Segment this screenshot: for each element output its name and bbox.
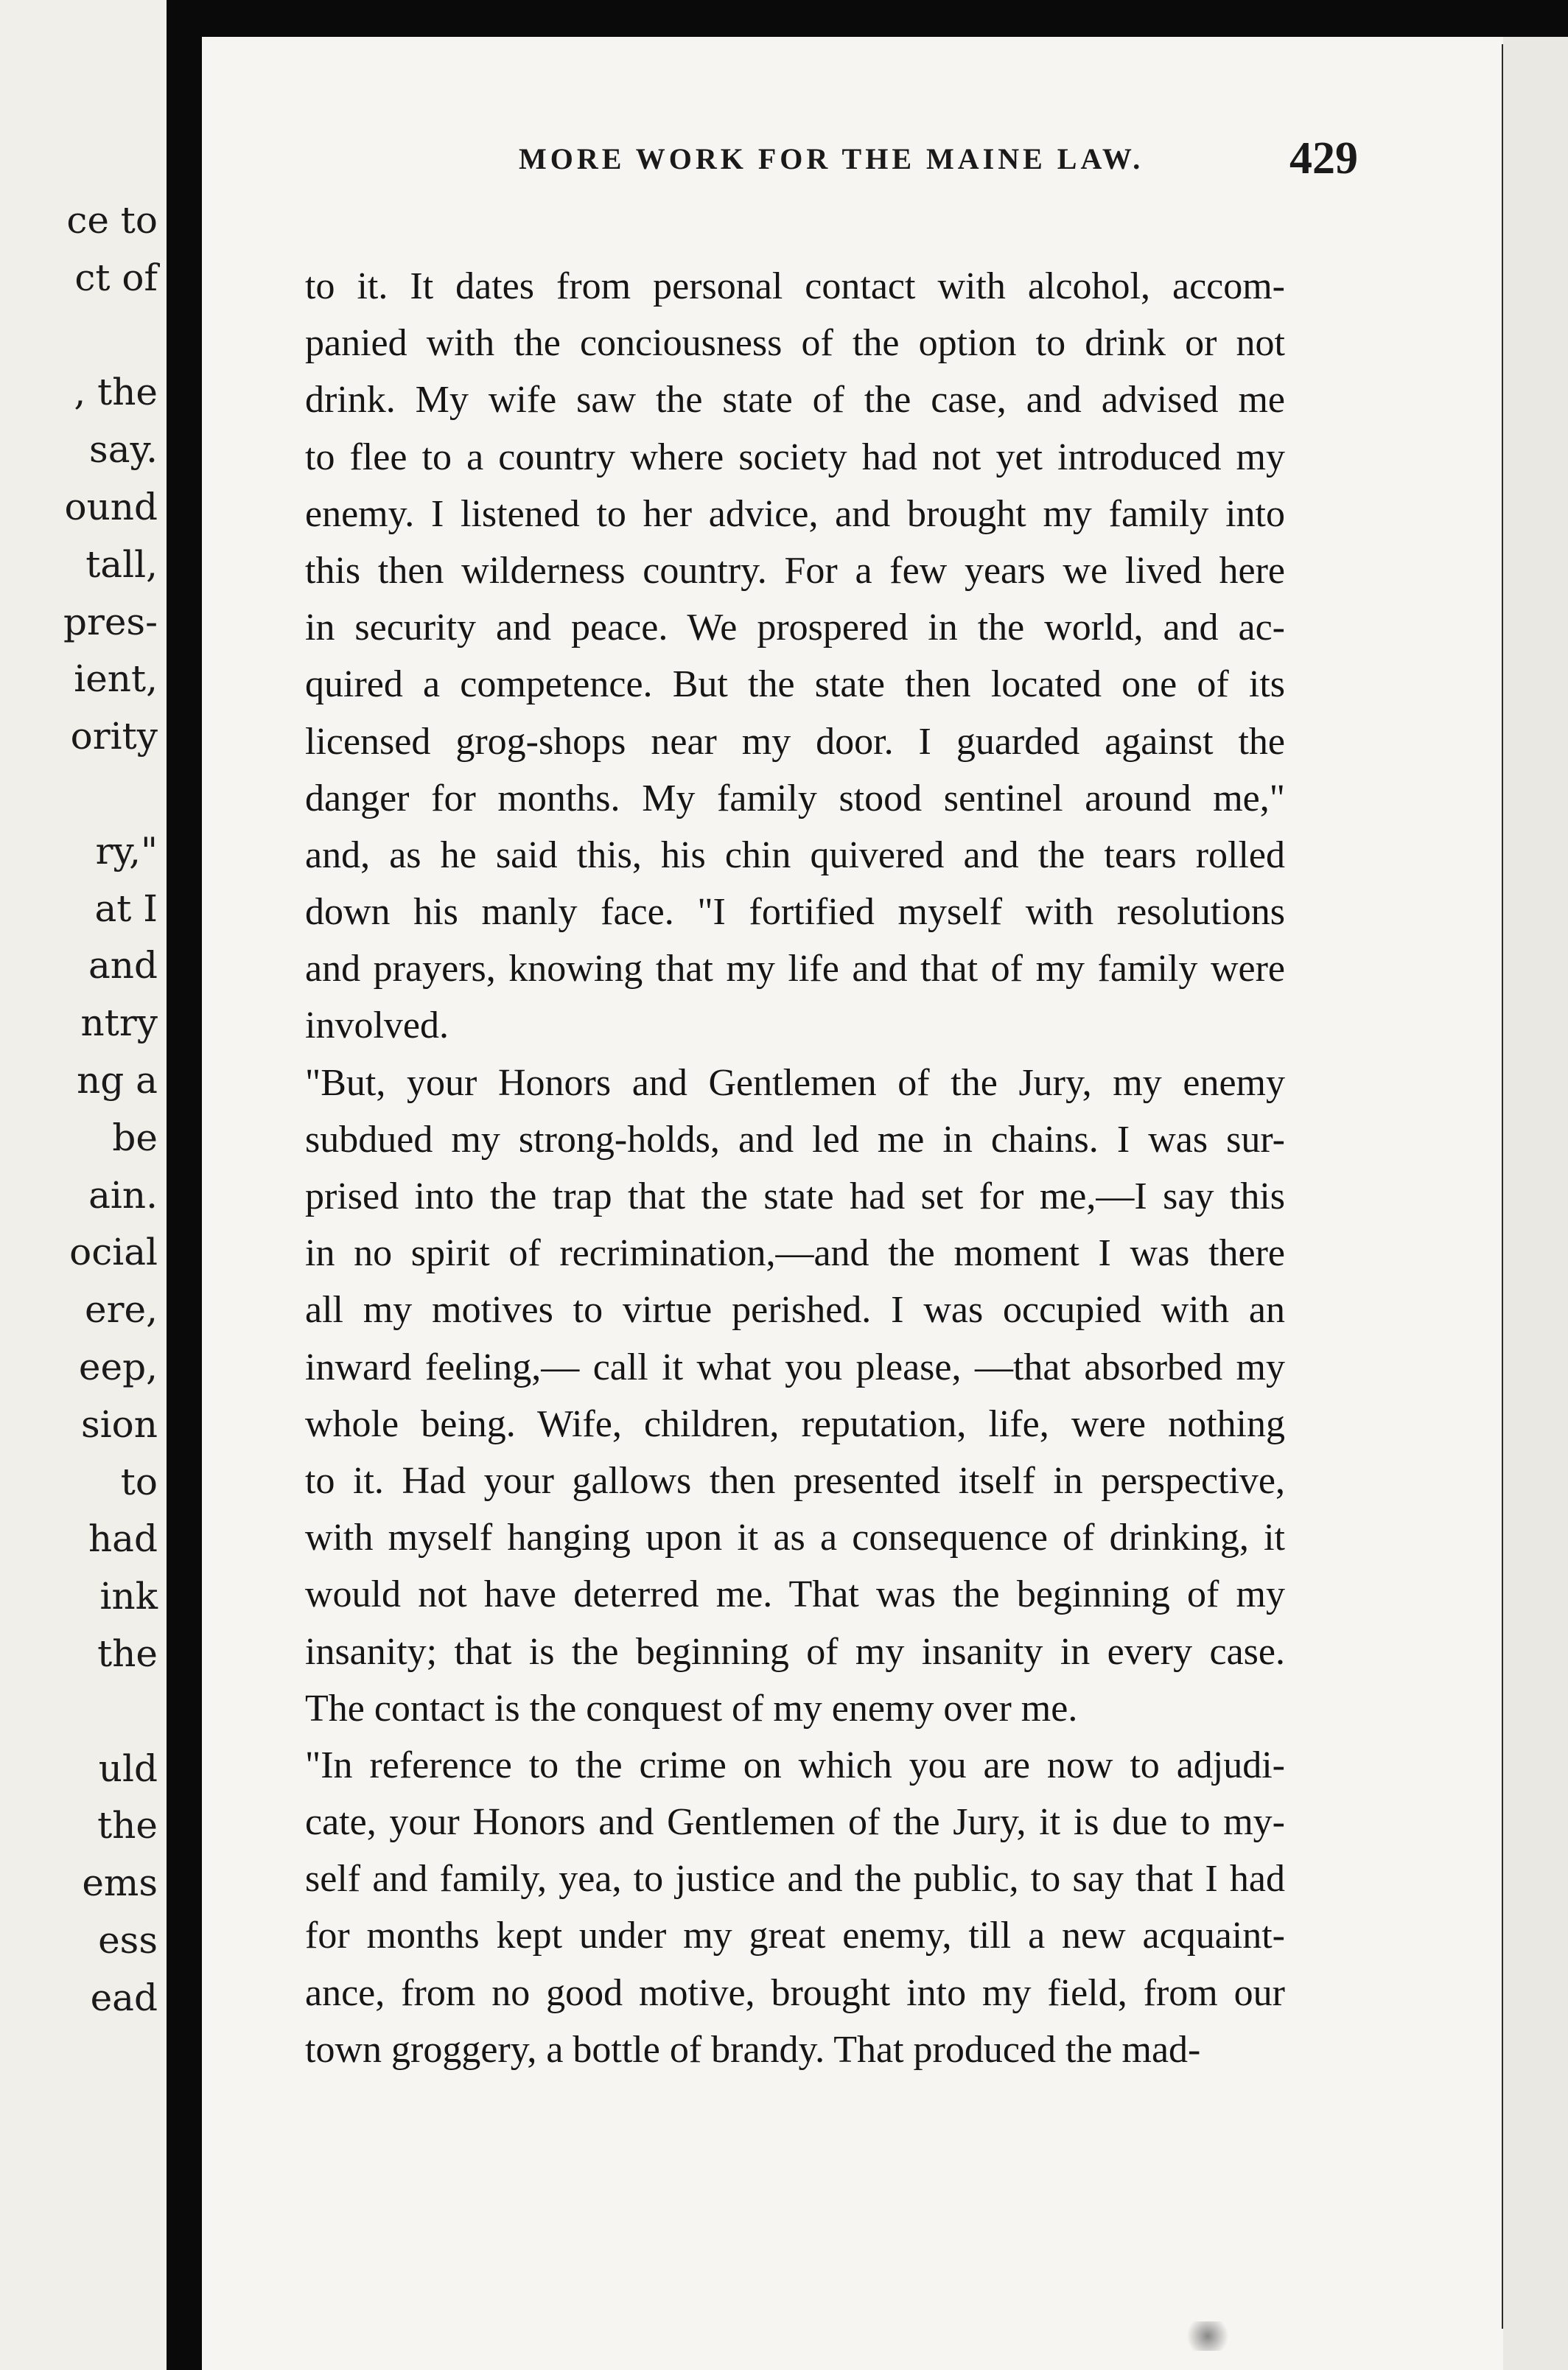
text-line: prised into the trap that the state had set for me,—I say this	[305, 1175, 1285, 1217]
text-line: inward feeling,— call it what you please, —that absorbed my	[305, 1346, 1285, 1388]
text-line: The contact is the conquest of my enemy over me.	[305, 1687, 1078, 1730]
facing-page-line: be	[112, 1116, 158, 1159]
text-line: involved.	[305, 1004, 449, 1047]
running-head	[202, 133, 1503, 200]
facing-page-line: ess	[98, 1919, 158, 1962]
text-line: cate, your Honors and Gentlemen of the Jury, it is due to my-	[305, 1801, 1285, 1844]
text-line: and prayers, knowing that my life and that of my family were	[305, 948, 1285, 990]
text-line: in no spirit of recrimination,—and the moment I was there	[305, 1232, 1285, 1275]
facing-page-line: ems	[82, 1862, 158, 1905]
text-line: quired a competence. But the state then located one of its	[305, 663, 1285, 706]
page-number: 429	[1289, 133, 1358, 183]
facing-page-line: sion	[81, 1402, 158, 1446]
scan-smudge	[1182, 2321, 1233, 2351]
text-line: licensed grog-shops near my door. I guarded against the	[305, 720, 1285, 763]
facing-page-line: ere,	[85, 1288, 158, 1332]
facing-page-line: ain.	[88, 1173, 158, 1217]
book-page	[202, 37, 1503, 2370]
text-line: to it. It dates from personal contact with alcohol, accom-	[305, 265, 1285, 307]
text-line: in security and peace. We prospered in the world, and ac-	[305, 607, 1285, 649]
text-line: for months kept under my great enemy, till a new acquaint-	[305, 1915, 1285, 1957]
facing-page-line: pres-	[63, 600, 158, 643]
facing-page-line: the	[97, 1632, 158, 1675]
facing-page-line: say.	[89, 428, 158, 472]
facing-page-line: ct of	[74, 256, 158, 299]
facing-page-line: tall,	[85, 542, 158, 586]
facing-page-line: ry,"	[95, 829, 158, 873]
facing-page-line: to	[120, 1460, 158, 1503]
text-line: drink. My wife saw the state of the case, and advised me	[305, 379, 1285, 422]
facing-page-line: at I	[94, 887, 158, 930]
text-line: subdued my strong-holds, and led me in chains. I was sur-	[305, 1118, 1285, 1161]
text-line: ance, from no good motive, brought into my field, from our	[305, 1971, 1285, 2014]
text-line: to it. Had your gallows then presented itself in perspective,	[305, 1459, 1285, 1502]
facing-page-line: ce to	[66, 199, 158, 242]
scan-top-border	[167, 0, 1568, 37]
facing-page-fragment	[0, 0, 167, 2370]
facing-page-line: ound	[64, 486, 158, 528]
text-line: self and family, yea, to justice and the public, to say that I had	[305, 1858, 1285, 1901]
text-line: would not have deterred me. That was the beginning of my	[305, 1573, 1285, 1616]
facing-page-line: the	[97, 1804, 158, 1848]
text-line: all my motives to virtue perished. I was occupied with an	[305, 1289, 1285, 1332]
text-line: insanity; that is the beginning of my insanity in every case.	[305, 1630, 1285, 1673]
facing-page-line: uld	[98, 1747, 158, 1790]
text-line: enemy. I listened to her advice, and brought my family into	[305, 492, 1285, 535]
text-line: whole being. Wife, children, reputation, life, were nothing	[305, 1402, 1285, 1445]
running-head-title: MORE WORK FOR THE MAINE LAW.	[519, 142, 1144, 175]
facing-page-line: ocial	[69, 1231, 158, 1274]
text-line: with myself hanging upon it as a consequence of drinking, it	[305, 1517, 1285, 1559]
facing-page-line: ink	[99, 1575, 158, 1618]
text-line: and, as he said this, his chin quivered and the tears rolled	[305, 833, 1285, 876]
text-line: down his manly face. "I fortified myself with resolutions	[305, 891, 1285, 934]
text-line: this then wilderness country. For a few years we lived here	[305, 549, 1285, 592]
text-line: panied with the conciousness of the option to drink or not	[305, 322, 1285, 365]
text-line: "But, your Honors and Gentlemen of the Jury, my enemy	[305, 1061, 1285, 1104]
scan-right-margin	[1503, 37, 1568, 2370]
text-line: town groggery, a bottle of brandy. That produced the mad-	[305, 2028, 1201, 2071]
page-body-text	[305, 258, 1285, 2078]
text-line: danger for months. My family stood sentinel around me,"	[305, 777, 1285, 819]
facing-page-line: ority	[70, 715, 158, 758]
facing-page-line: ient,	[74, 657, 158, 701]
facing-page-line: and	[88, 944, 158, 988]
facing-page-line: ng a	[77, 1059, 158, 1102]
facing-page-line: had	[88, 1517, 158, 1561]
facing-page-line: ntry	[80, 1002, 158, 1045]
facing-page-line: ead	[90, 1976, 158, 2019]
book-gutter	[167, 0, 202, 2370]
facing-page-line: eep,	[78, 1346, 158, 1388]
text-line: "In reference to the crime on which you are now to adjudi-	[305, 1744, 1285, 1786]
facing-page-line: , the	[74, 371, 158, 414]
text-line: to flee to a country where society had not yet introduced my	[305, 436, 1285, 478]
